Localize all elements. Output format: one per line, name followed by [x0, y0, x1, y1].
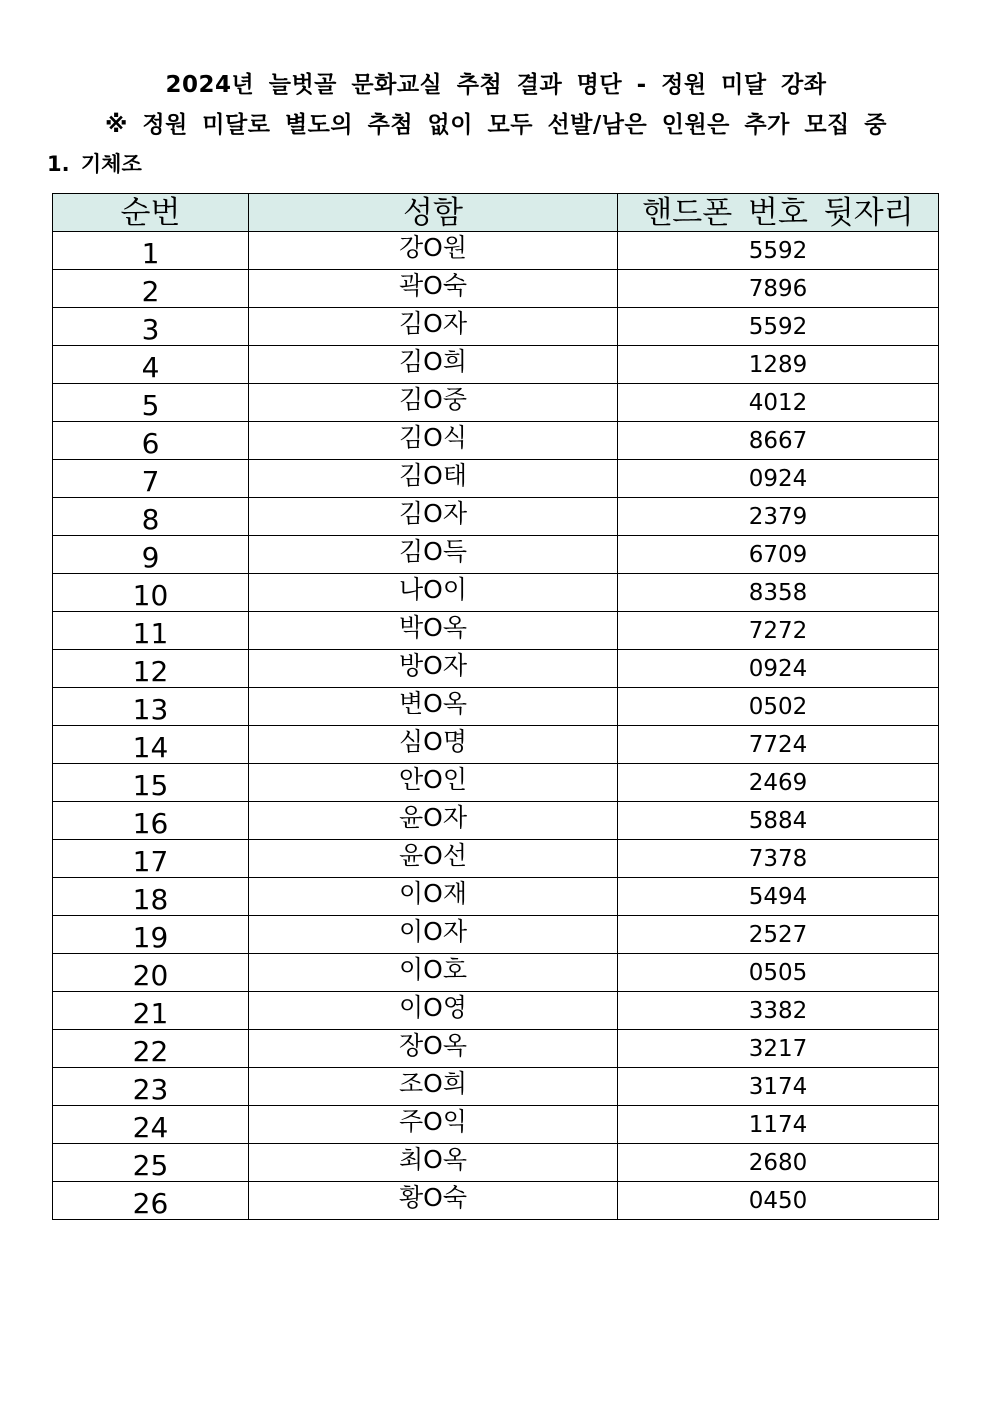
- row-number-cell: 9: [53, 536, 249, 574]
- table-row: [53, 840, 939, 878]
- row-phone-cell: 5592: [618, 232, 939, 270]
- table-row: [53, 346, 939, 384]
- row-number-cell: 13: [53, 688, 249, 726]
- row-number-cell: 14: [53, 726, 249, 764]
- table-row: [53, 498, 939, 536]
- table-row: [53, 384, 939, 422]
- row-number-cell: 22: [53, 1030, 249, 1068]
- row-number-cell: 1: [53, 232, 249, 270]
- row-phone-cell: 2527: [618, 916, 939, 954]
- row-number-cell: 7: [53, 460, 249, 498]
- row-phone-cell: 4012: [618, 384, 939, 422]
- row-name-cell: 김O희: [249, 346, 618, 384]
- row-name-cell: 조O희: [249, 1068, 618, 1106]
- row-number-cell: 19: [53, 916, 249, 954]
- row-phone-cell: 0924: [618, 650, 939, 688]
- row-number-cell: 10: [53, 574, 249, 612]
- row-name-cell: 황O숙: [249, 1182, 618, 1220]
- row-phone-cell: 0450: [618, 1182, 939, 1220]
- table-row: [53, 1144, 939, 1182]
- row-number-cell: 21: [53, 992, 249, 1030]
- table-body: [53, 232, 939, 1220]
- row-number-cell: 6: [53, 422, 249, 460]
- row-name-cell: 강O원: [249, 232, 618, 270]
- row-number-cell: 11: [53, 612, 249, 650]
- row-number-cell: 5: [53, 384, 249, 422]
- row-number-cell: 3: [53, 308, 249, 346]
- column-header-name: 성함: [249, 194, 618, 232]
- table-row: [53, 308, 939, 346]
- row-number-cell: 25: [53, 1144, 249, 1182]
- row-number-cell: 8: [53, 498, 249, 536]
- row-number-cell: 17: [53, 840, 249, 878]
- row-name-cell: 방O자: [249, 650, 618, 688]
- row-name-cell: 나O이: [249, 574, 618, 612]
- row-number-cell: 24: [53, 1106, 249, 1144]
- row-name-cell: 박O옥: [249, 612, 618, 650]
- row-phone-cell: 5884: [618, 802, 939, 840]
- table-row: [53, 422, 939, 460]
- table-row: [53, 726, 939, 764]
- row-number-cell: 4: [53, 346, 249, 384]
- row-name-cell: 윤O선: [249, 840, 618, 878]
- section-heading: 1. 기체조: [47, 152, 142, 176]
- row-name-cell: 윤O자: [249, 802, 618, 840]
- table-row: [53, 688, 939, 726]
- table-row: [53, 916, 939, 954]
- table-row: [53, 574, 939, 612]
- results-table: [52, 193, 939, 1220]
- document-subtitle: ※ 정원 미달로 별도의 추첨 없이 모두 선발/남은 인원은 추가 모집 중: [104, 112, 887, 138]
- document-title: 2024년 늘벗골 문화교실 추첨 결과 명단 - 정원 미달 강좌: [165, 72, 827, 98]
- row-phone-cell: 7724: [618, 726, 939, 764]
- row-phone-cell: 3217: [618, 1030, 939, 1068]
- table-row: [53, 878, 939, 916]
- table-row: [53, 270, 939, 308]
- table-row: [53, 536, 939, 574]
- row-name-cell: 김O득: [249, 536, 618, 574]
- row-phone-cell: 0924: [618, 460, 939, 498]
- row-phone-cell: 7896: [618, 270, 939, 308]
- table-row: [53, 232, 939, 270]
- row-phone-cell: 7378: [618, 840, 939, 878]
- table-row: [53, 992, 939, 1030]
- table-row: [53, 1068, 939, 1106]
- column-header-number: 순번: [53, 194, 249, 232]
- row-number-cell: 15: [53, 764, 249, 802]
- row-phone-cell: 2379: [618, 498, 939, 536]
- row-name-cell: 이O호: [249, 954, 618, 992]
- column-header-phone: 핸드폰 번호 뒷자리: [618, 194, 939, 232]
- row-name-cell: 장O옥: [249, 1030, 618, 1068]
- row-phone-cell: 7272: [618, 612, 939, 650]
- table-row: [53, 802, 939, 840]
- row-phone-cell: 3174: [618, 1068, 939, 1106]
- table-row: [53, 612, 939, 650]
- row-phone-cell: 8358: [618, 574, 939, 612]
- row-name-cell: 변O옥: [249, 688, 618, 726]
- row-name-cell: 곽O숙: [249, 270, 618, 308]
- table-row: [53, 1030, 939, 1068]
- row-phone-cell: 1174: [618, 1106, 939, 1144]
- row-name-cell: 심O명: [249, 726, 618, 764]
- row-number-cell: 2: [53, 270, 249, 308]
- row-name-cell: 이O재: [249, 878, 618, 916]
- table-row: [53, 650, 939, 688]
- row-name-cell: 김O자: [249, 308, 618, 346]
- row-number-cell: 12: [53, 650, 249, 688]
- row-number-cell: 20: [53, 954, 249, 992]
- row-number-cell: 23: [53, 1068, 249, 1106]
- row-phone-cell: 5494: [618, 878, 939, 916]
- row-name-cell: 이O영: [249, 992, 618, 1030]
- row-phone-cell: 2680: [618, 1144, 939, 1182]
- row-number-cell: 26: [53, 1182, 249, 1220]
- row-phone-cell: 0505: [618, 954, 939, 992]
- row-phone-cell: 6709: [618, 536, 939, 574]
- row-name-cell: 김O식: [249, 422, 618, 460]
- row-phone-cell: 2469: [618, 764, 939, 802]
- row-phone-cell: 1289: [618, 346, 939, 384]
- table-row: [53, 460, 939, 498]
- row-name-cell: 주O익: [249, 1106, 618, 1144]
- row-phone-cell: 0502: [618, 688, 939, 726]
- row-phone-cell: 8667: [618, 422, 939, 460]
- row-number-cell: 16: [53, 802, 249, 840]
- row-name-cell: 이O자: [249, 916, 618, 954]
- row-name-cell: 김O태: [249, 460, 618, 498]
- row-name-cell: 김O중: [249, 384, 618, 422]
- row-name-cell: 김O자: [249, 498, 618, 536]
- row-name-cell: 최O옥: [249, 1144, 618, 1182]
- row-name-cell: 안O인: [249, 764, 618, 802]
- table-row: [53, 1106, 939, 1144]
- row-number-cell: 18: [53, 878, 249, 916]
- table-row: [53, 764, 939, 802]
- row-phone-cell: 3382: [618, 992, 939, 1030]
- table-header-row: [53, 194, 939, 232]
- table-row: [53, 954, 939, 992]
- table-row: [53, 1182, 939, 1220]
- row-phone-cell: 5592: [618, 308, 939, 346]
